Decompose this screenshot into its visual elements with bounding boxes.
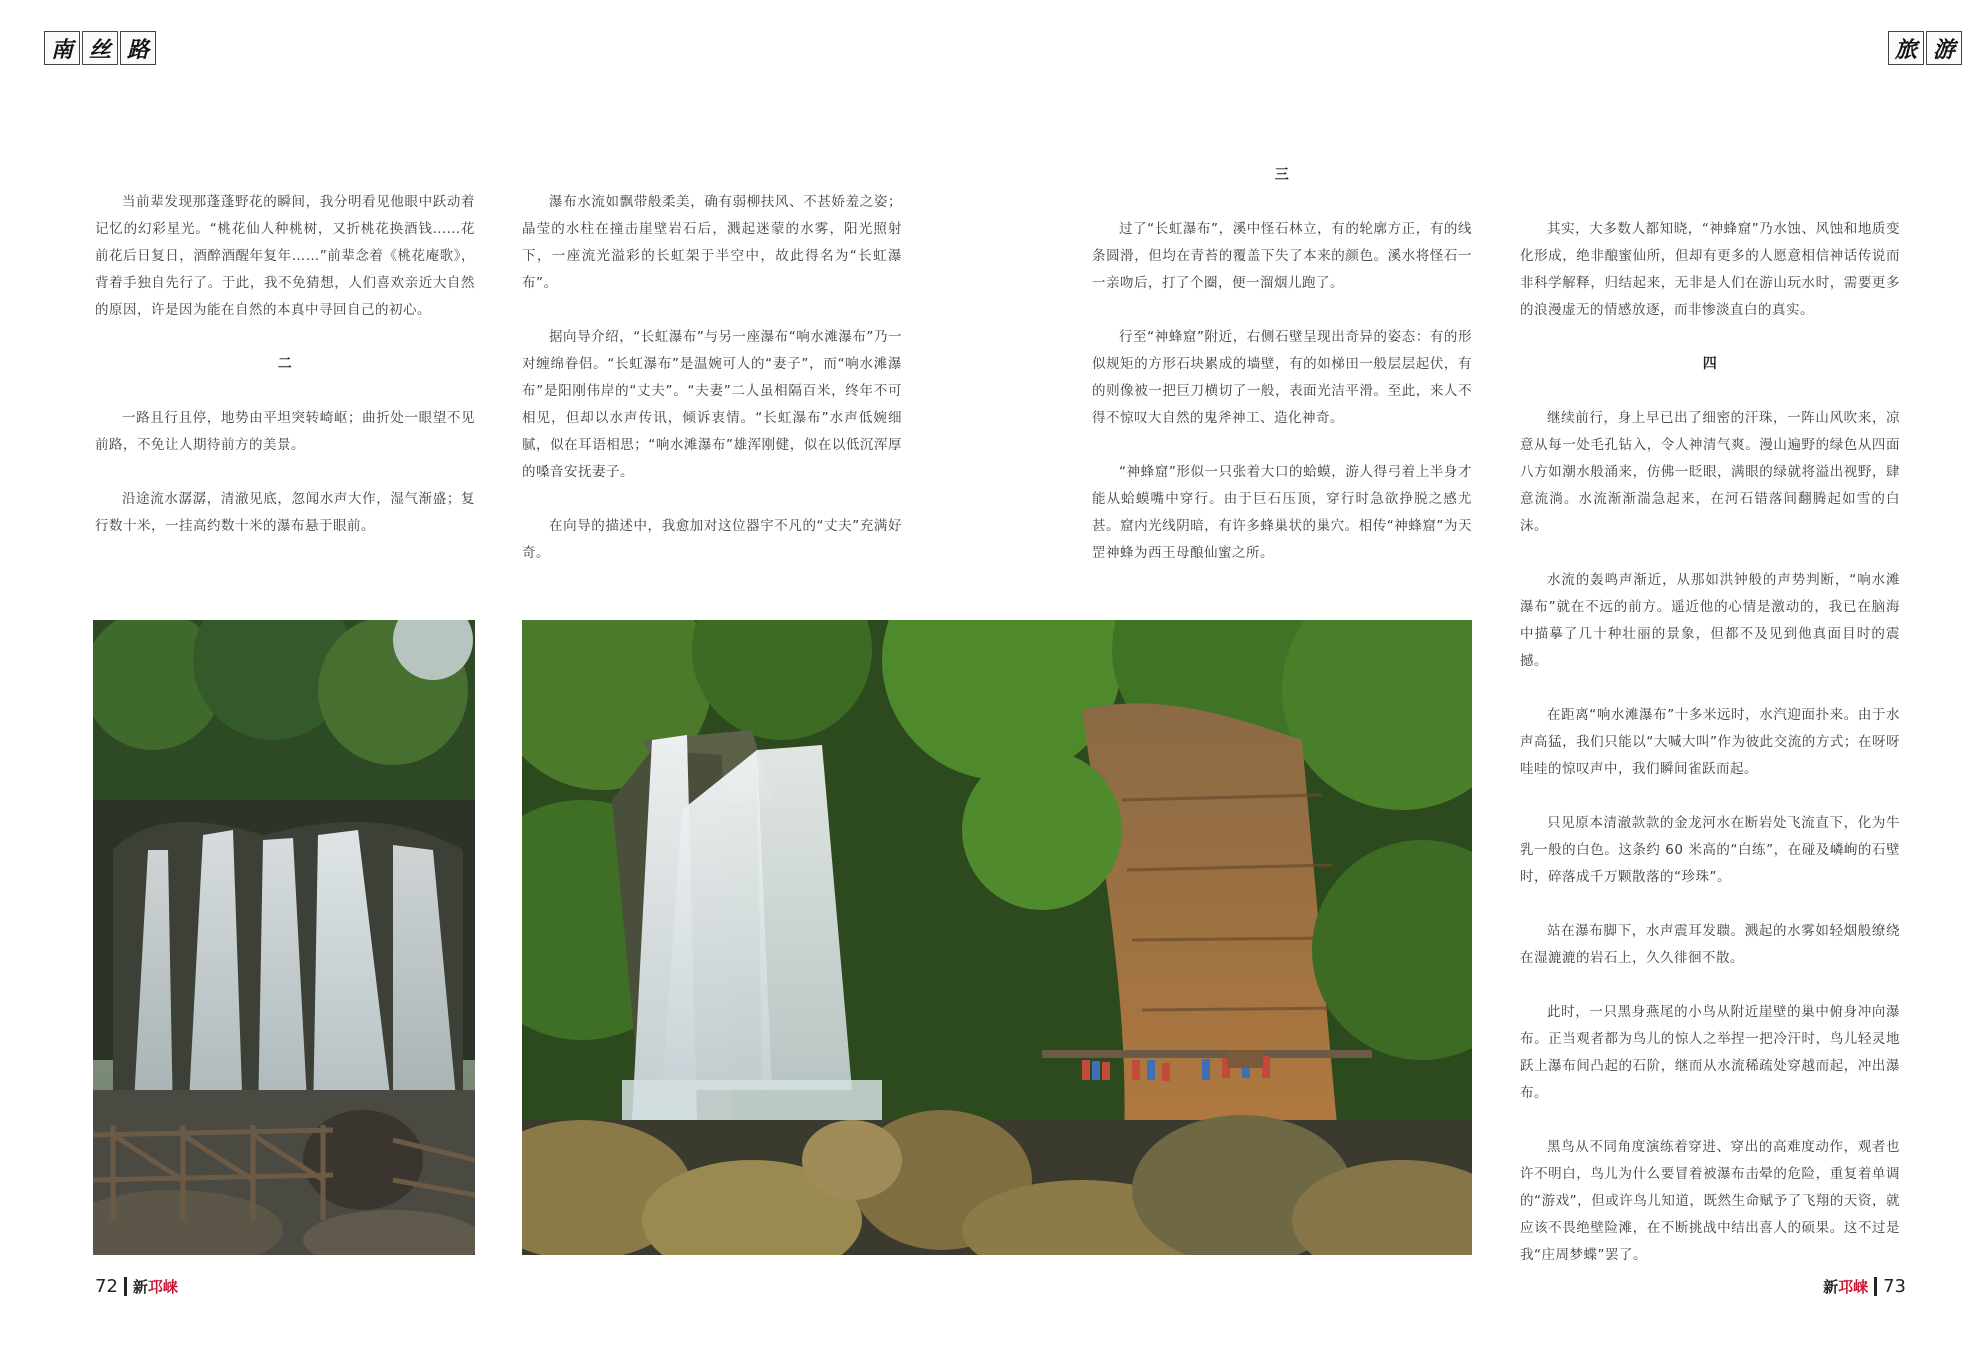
page-folio-right xyxy=(1823,1276,1906,1297)
waterfall-illustration xyxy=(522,620,1472,1255)
article-column-2 xyxy=(522,189,902,594)
header-seals-left xyxy=(44,31,156,65)
paragraph: 只见原本清澈款款的金龙河水在断岩处飞流直下，化为牛乳一般的白色。这条约 60 米高的“白练”，在碰及嶙峋的石壁时，碎落成千万颗散落的“珍珠”。 xyxy=(1520,815,1900,885)
seal-char: 丝 xyxy=(82,31,118,65)
page-folio-left xyxy=(95,1276,178,1297)
paragraph: 站在瀑布脚下，水声震耳发聩。溅起的水雾如轻烟般缭绕在湿漉漉的岩石上，久久徘徊不散。 xyxy=(1520,923,1900,966)
paragraph: 此时，一只黑身燕尾的小鸟从附近崖壁的巢中俯身冲向瀑布。正当观者都为鸟儿的惊人之举捏一把冷汗时，鸟儿轻灵地跃上瀑布间凸起的石阶，继而从水流稀疏处穿越而起，冲出瀑布。 xyxy=(1520,1004,1900,1101)
paragraph: 在距离“响水滩瀑布”十多米远时，水汽迎面扑来。由于水声高猛，我们只能以“大喊大叫”作为彼此交流的方式；在呀呀哇哇的惊叹声中，我们瞬间雀跃而起。 xyxy=(1520,707,1900,777)
article-column-3 xyxy=(1092,162,1472,594)
section-heading: 四 xyxy=(1702,356,1718,372)
waterfall-photo-main xyxy=(522,620,1472,1255)
folio-divider xyxy=(1874,1277,1877,1296)
paragraph: 据向导介绍，“长虹瀑布”与另一座瀑布“响水滩瀑布”乃一对缠绵眷侣。“长虹瀑布”是温婉可人的“妻子”，而“响水滩瀑布”是阳刚伟岸的“丈夫”。“夫妻”二人虽相隔百米，终年不可相见，但却以水声传讯，倾诉衷情。“长虹瀑布”水声低婉细腻，似在耳语相思；“响水滩瀑布”雄浑刚健，似在以低沉浑厚的嗓音安抚妻子。 xyxy=(522,329,902,480)
paragraph: 继续前行，身上早已出了细密的汗珠，一阵山风吹来，凉意从每一处毛孔钻入，令人神清气爽。漫山遍野的绿色从四面八方如潮水般涌来，仿佛一眨眼，满眼的绿就将溢出视野，肆意流淌。水流渐渐湍急起来，在河石错落间翻腾起如雪的白沫。 xyxy=(1520,410,1900,534)
paragraph: 在向导的描述中，我愈加对这位器宇不凡的“丈夫”充满好奇。 xyxy=(522,518,902,561)
page-number: 73 xyxy=(1883,1276,1906,1297)
paragraph: 水流的轰鸣声渐近，从那如洪钟般的声势判断，“响水滩瀑布”就在不远的前方。遥近他的心情是激动的，我已在脑海中描摹了几十种壮丽的景象，但都不及见到他真面目时的震撼。 xyxy=(1520,572,1900,669)
seal-char: 南 xyxy=(44,31,80,65)
magazine-name: 新邛崃 xyxy=(1823,1278,1869,1296)
seal-char: 旅 xyxy=(1888,31,1924,65)
seal-char: 路 xyxy=(120,31,156,65)
paragraph: 行至“神蜂窟”附近，右侧石壁呈现出奇异的姿态：有的形似规矩的方形石块累成的墙壁，有的如梯田一般层层起伏，有的则像被一把巨刀横切了一般，表面光洁平滑。至此，来人不得不惊叹大自然的鬼斧神工、造化神奇。 xyxy=(1092,329,1472,426)
header-seals-right xyxy=(1888,31,1962,65)
paragraph: 瀑布水流如飘带般柔美，确有弱柳扶风、不甚娇羞之姿；晶莹的水柱在撞击崖壁岩石后，溅起迷蒙的水雾，阳光照射下，一座流光溢彩的长虹架于半空中，故此得名为“长虹瀑布”。 xyxy=(522,194,902,291)
section-heading: 三 xyxy=(1274,167,1290,183)
waterfall-photo-left xyxy=(93,620,475,1255)
page-number: 72 xyxy=(95,1276,118,1297)
magazine-name: 新邛崃 xyxy=(132,1278,178,1296)
seal-char: 游 xyxy=(1926,31,1962,65)
article-column-1 xyxy=(95,189,475,567)
paragraph: 当前辈发现那蓬蓬野花的瞬间，我分明看见他眼中跃动着记忆的幻彩星光。“桃花仙人种桃树，又折桃花换酒钱……花前花后日复日，酒醉酒醒年复年……”前辈念着《桃花庵歌》，背着手独自先行了。于此，我不免猜想，人们喜欢亲近大自然的原因，许是因为能在自然的本真中寻回自己的初心。 xyxy=(95,194,475,318)
paragraph: “神蜂窟”形似一只张着大口的蛤蟆，游人得弓着上半身才能从蛤蟆嘴中穿行。由于巨石压顶，穿行时急欲挣脱之感尤甚。窟内光线阴暗，有许多蜂巢状的巢穴。相传“神蜂窟”为天罡神蜂为西王母酿仙蜜之所。 xyxy=(1092,464,1472,561)
paragraph: 一路且行且停，地势由平坦突转崎岖；曲折处一眼望不见前路，不免让人期待前方的美景。 xyxy=(95,410,475,453)
paragraph: 其实，大多数人都知晓，“神蜂窟”乃水蚀、风蚀和地质变化形成，绝非酿蜜仙所，但却有更多的人愿意相信神话传说而非科学解释，归结起来，无非是人们在游山玩水时，需要更多的浪漫虚无的情感放逐，而非惨淡直白的真实。 xyxy=(1520,221,1900,318)
article-column-4 xyxy=(1520,216,1900,1296)
paragraph: 沿途流水潺潺，清澈见底，忽闻水声大作，湿气渐盛；复行数十米，一挂高约数十米的瀑布悬于眼前。 xyxy=(95,491,475,534)
waterfall-illustration xyxy=(93,620,475,1255)
folio-divider xyxy=(124,1277,127,1296)
section-heading: 二 xyxy=(277,356,293,372)
paragraph: 黑鸟从不同角度演练着穿进、穿出的高难度动作，观者也许不明白，鸟儿为什么要冒着被瀑布击晕的危险，重复着单调的“游戏”，但或许鸟儿知道，既然生命赋予了飞翔的天资，就应该不畏绝壁险滩，在不断挑战中结出喜人的硕果。这不过是我“庄周梦蝶”罢了。 xyxy=(1520,1139,1900,1263)
paragraph: 过了“长虹瀑布”，溪中怪石林立，有的轮廓方正，有的线条圆滑，但均在青苔的覆盖下失了本来的颜色。溪水将怪石一一亲吻后，打了个圈，便一溜烟儿跑了。 xyxy=(1092,221,1472,291)
